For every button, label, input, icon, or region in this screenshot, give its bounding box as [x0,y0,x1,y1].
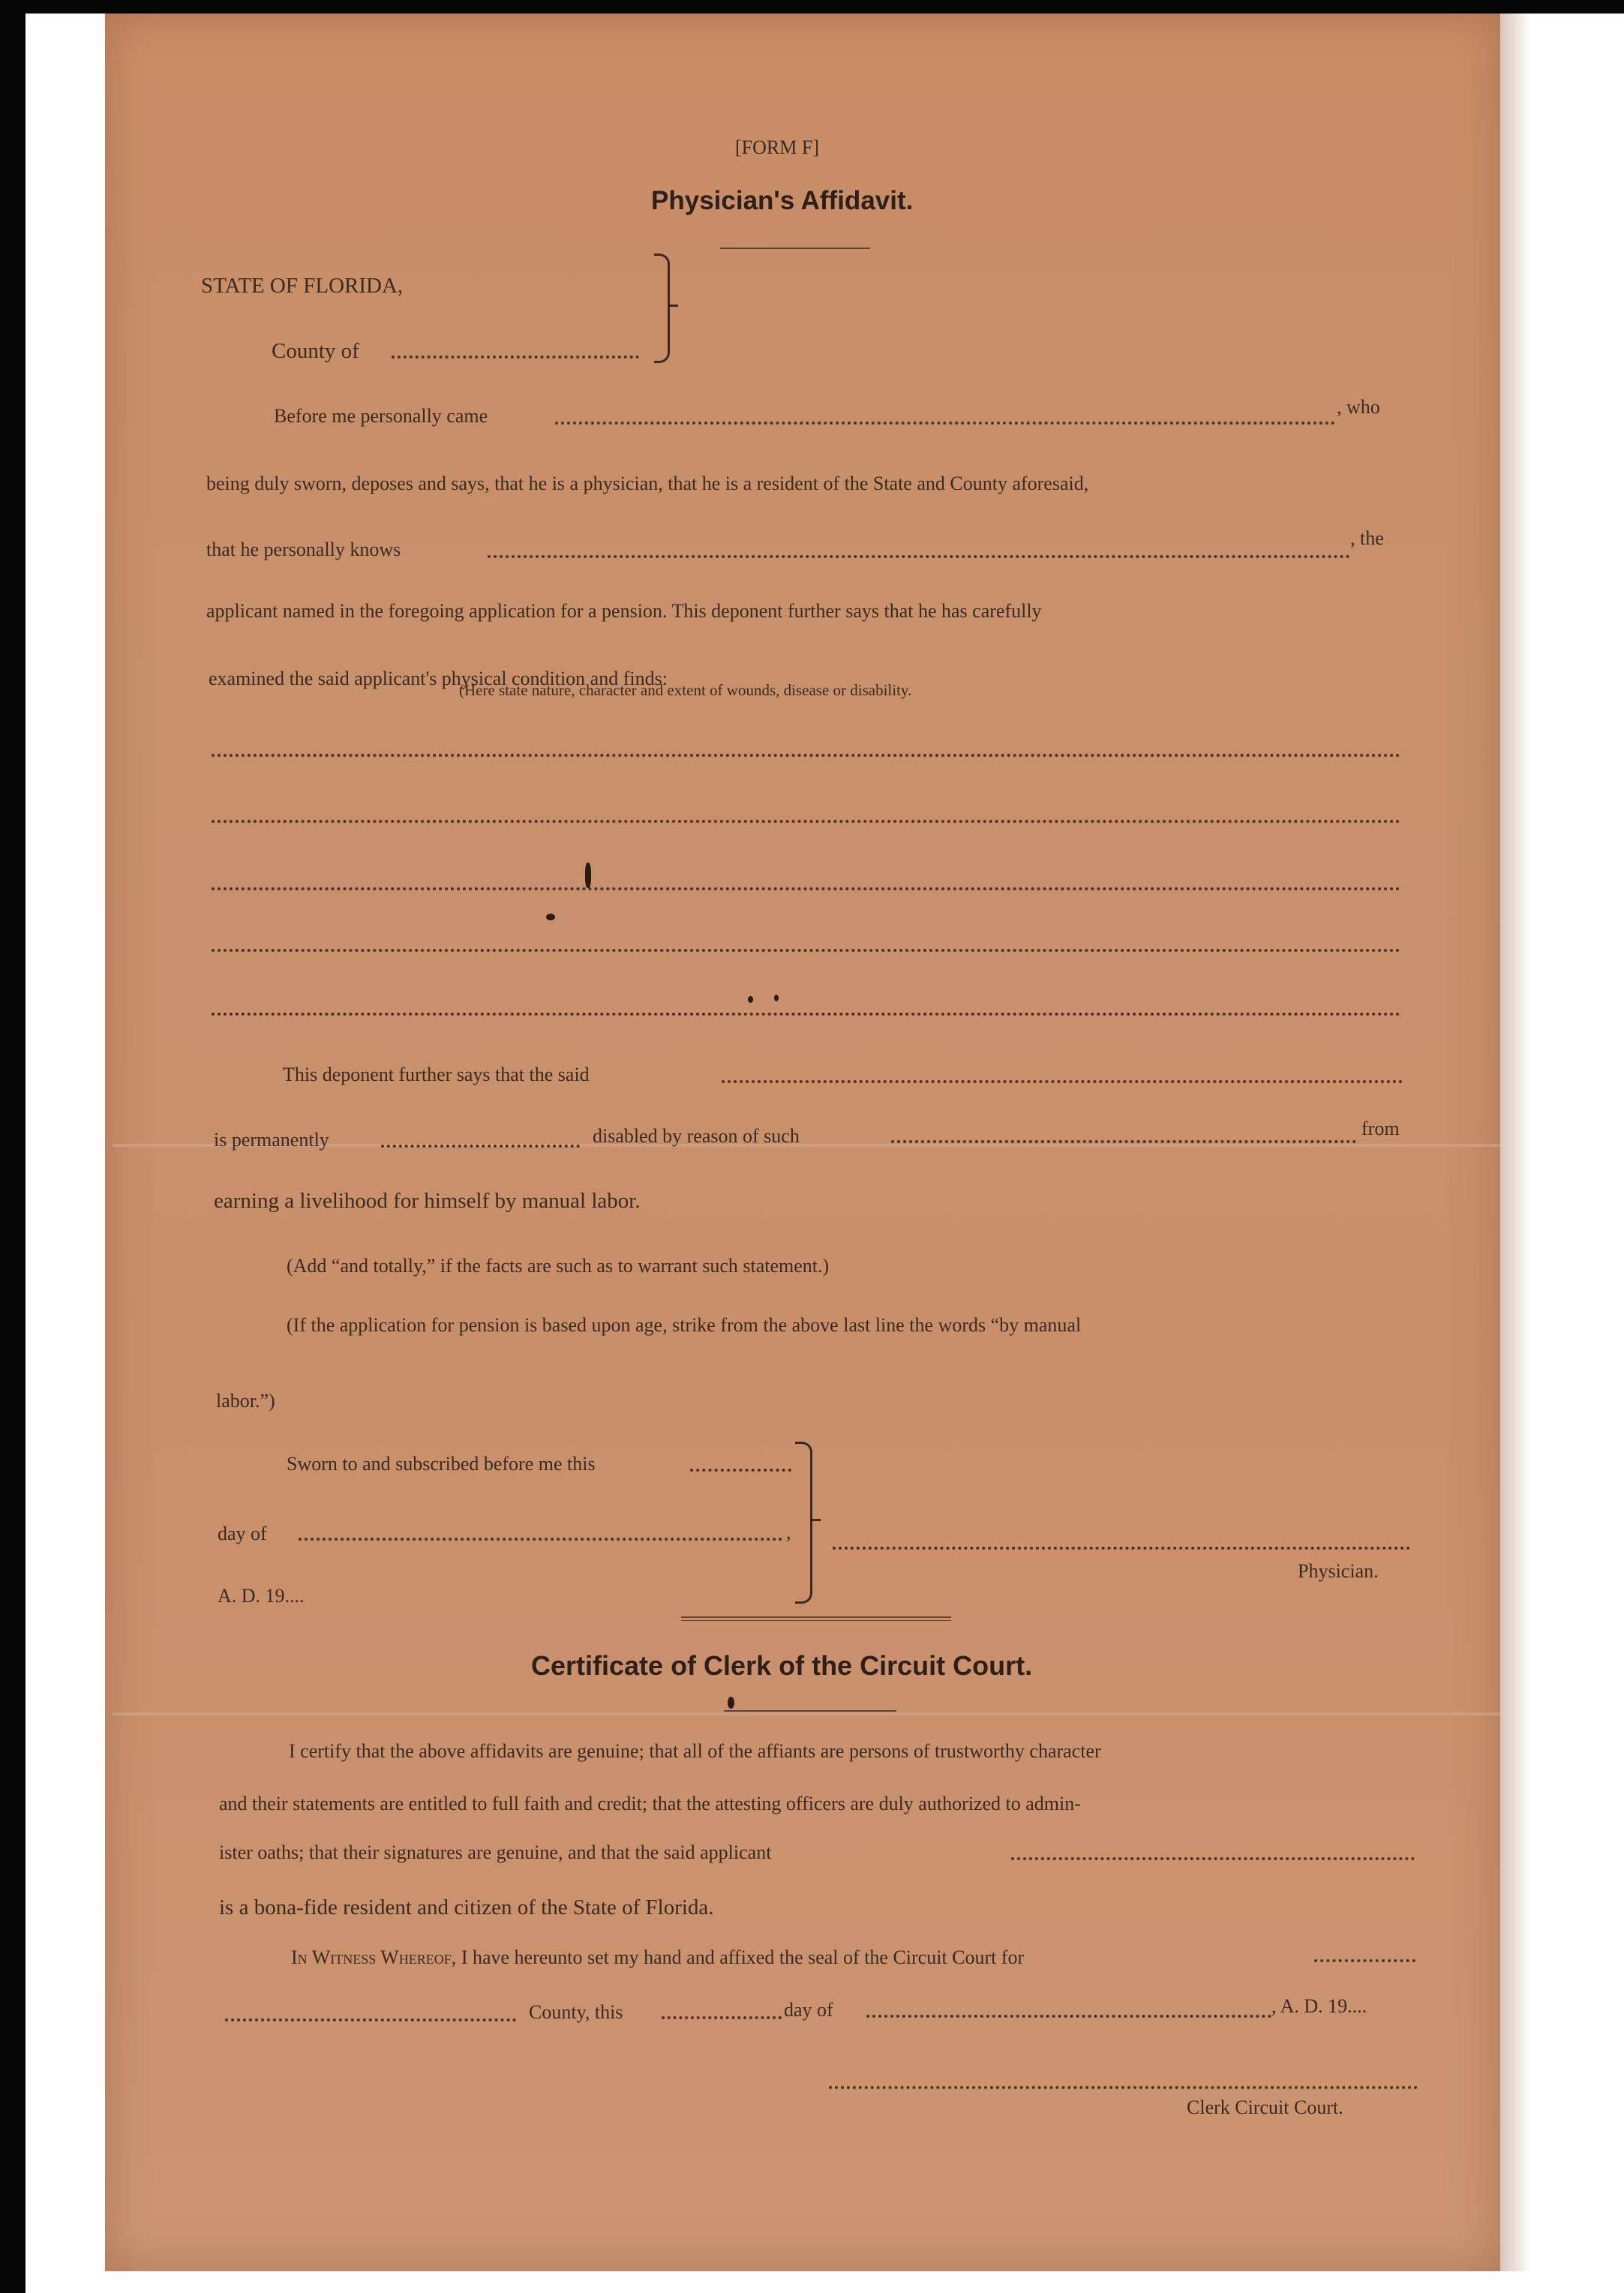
further-says-label: This deponent further says that the said [283,1064,590,1085]
county-name-blank[interactable] [225,2018,516,2021]
ink-blot [585,863,591,888]
sworn-day-blank[interactable] [690,1469,791,1472]
certificate-line1: I certify that the above affidavits are genuine; that all of the affiants are persons of trustworthy character [289,1740,1101,1762]
affiant-came-label: Before me personally came [274,405,488,427]
disabled-reason-label: disabled by reason of such [593,1125,800,1147]
county-blank[interactable] [392,356,639,359]
ink-blot [728,1697,734,1709]
disability-blank[interactable] [891,1140,1356,1143]
certificate-line2: and their statements are entitled to full faith and credit; that the attesting officers are duly authorized to admin- [219,1793,1081,1814]
county-this-label: County, this [529,2001,623,2023]
jurat-brace-tip [810,1519,821,1521]
knows-label: that he personally knows [206,539,401,560]
findings-instruction: (Here state nature, character and extent of wounds, disease or disability. [459,681,912,699]
sworn-label: Sworn to and subscribed before me this [287,1453,596,1475]
jurat-comma: , [786,1521,791,1543]
venue-county-label: County of [272,339,359,363]
findings-line[interactable] [212,949,1400,952]
venue-brace-tip [668,305,678,307]
certificate-ad-year: , A. D. 19.... [1271,1995,1367,2017]
circuit-court-blank[interactable] [1314,1959,1415,1962]
venue-state: STATE OF FLORIDA, [201,274,404,298]
affidavit-line5: examined the said applicant's physical condition and finds: [209,668,668,689]
venue-brace [654,254,670,363]
findings-line[interactable] [212,1013,1400,1016]
applicant-name-blank[interactable] [488,555,1350,558]
note-age-line1: (If the application for pension is based upon age, strike from the above last line the words “by manual [287,1314,1082,1336]
certificate-rule [724,1710,896,1712]
livelihood-line: earning a livelihood for himself by manual labor. [214,1189,641,1213]
section-rule [681,1620,951,1621]
affidavit-line4: applicant named in the foregoing application for a pension. This deponent further says that he has carefully [206,600,1042,622]
applicant-blank[interactable] [722,1080,1403,1083]
form-label: [FORM F] [735,137,819,158]
findings-line[interactable] [212,887,1400,890]
from-label: from [1361,1118,1400,1139]
note-age-line2: labor.”) [216,1390,275,1412]
ink-blot [774,995,779,1001]
certificate-day-of-label: day of [784,1999,833,2021]
witness-rest: I have hereunto set my hand and affixed the seal of the Circuit Court for [456,1946,1025,1968]
certificate-month-blank[interactable] [866,2015,1271,2018]
paper-edge [1500,14,1530,2271]
findings-line[interactable] [212,820,1400,823]
findings-line[interactable] [212,754,1400,757]
affidavit-line2: being duly sworn, deposes and says, that he is a physician, that he is a resident of the State and County aforesaid, [206,473,1089,494]
jurat-day-of-label: day of [218,1523,267,1544]
jurat-month-blank[interactable] [299,1538,782,1541]
physician-label: Physician. [1298,1560,1379,1582]
fold-crease [113,1712,1500,1715]
physician-signature-line[interactable] [833,1547,1410,1550]
title-rule [720,248,870,249]
certificate-line3: ister oaths; that their signatures are genuine, and that the said applicant [219,1841,772,1863]
clerk-label: Clerk Circuit Court. [1187,2096,1343,2118]
who-label: , who [1337,396,1380,418]
certificate-line4: is a bona-fide resident and citizen of the State of Florida. [219,1895,714,1919]
degree-blank[interactable] [381,1145,580,1148]
note-totally: (Add “and totally,” if the facts are such as to warrant such statement.) [287,1255,830,1277]
permanently-label: is permanently [214,1129,329,1151]
witness-whereof: In Witness Whereof, [291,1946,457,1968]
certificate-title: Certificate of Clerk of the Circuit Court. [531,1650,1033,1681]
ink-blot [546,914,555,920]
scan-left-border [0,0,26,2293]
witness-clause [291,1946,1024,1969]
the-label: , the [1350,527,1384,549]
certificate-applicant-blank[interactable] [1011,1857,1415,1860]
scan-top-border [0,0,1624,14]
section-rule [681,1616,951,1618]
page-title: Physician's Affidavit. [651,186,914,215]
jurat-ad-year: A. D. 19.... [218,1585,305,1607]
certificate-day-blank[interactable] [662,2016,782,2019]
ink-blot [748,996,753,1003]
affiant-name-blank[interactable] [555,422,1335,425]
jurat-brace [795,1442,812,1604]
clerk-signature-line[interactable] [829,2086,1418,2089]
